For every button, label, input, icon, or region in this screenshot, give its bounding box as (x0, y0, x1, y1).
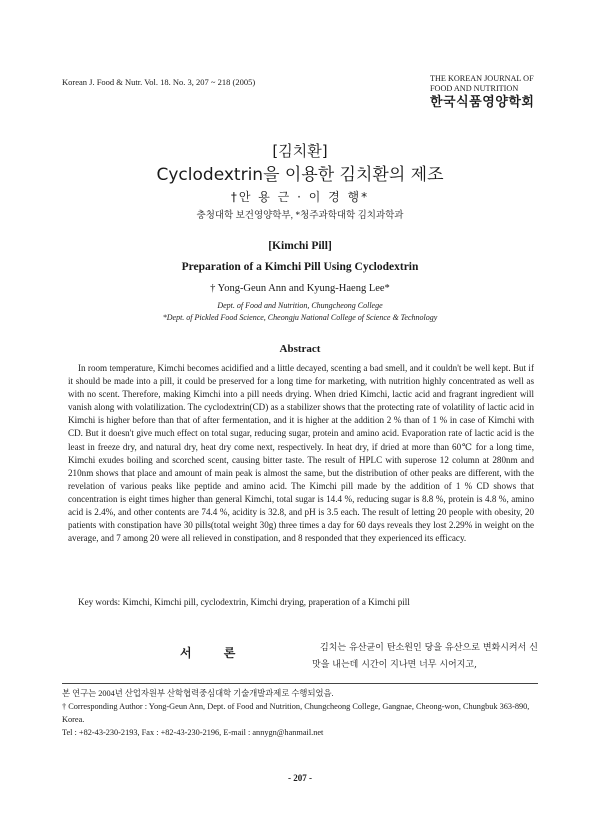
abstract-body: In room temperature, Kimchi becomes acidified and a little decayed, scenting a bad smell, and it couldn't be well kept. But if it should be made into a pill, it could be preserved for a long time for marketing, with nutrition highly concentrated as well as with no scent. Therefore, making Kimchi into a pill needs drying. When dried Kimchi, lactic acid and fragrant ingredient will vanish along with volatilization. The cyclodextrin(CD) as a stabilizer shows that the protecting rate of volatility of lactic acid in Kimchi is higher before than that of after fermentation, and it is higher at the addition 2 % than of 1 % in case of Kimchi with CD. But it doesn't give much effect on total sugar, reducing sugar, protein and amino acid. Evaporation rate of lactic acid is the least in freeze dry, and natural dry, heat dry come next, respectively. In heat dry, if dried at more than 60℃ for a long time, Kimchi exudes boiling and scorched scent, causing bitter taste. The result of HPLC with superose 12 column at 280nm and 210nm shows that place and amount of main peak is almost the same, but the distribution of other peaks are different, with the revelation of various peaks like peptide and amino acid. The Kimchi pill made by the addition of 1 % CD shows that concentration is eight times higher than general Kimchi, total sugar is 14.4 %, reducing sugar is 8.8 %, protein is 4.8 %, amino acid is 2.4%, and other contents are 74.4 %, acidity is 32.8, and pH is 3.5 each. The result of letting 20 people with obesity, 20 patients with constipation have 30 pills(total weight 30g) three times a day for 60 days reveals they lost 2.29% in weight on the average, and 7 among 20 were all relieved in constipation, and 8 responded that they experienced its efficacy. (68, 363, 534, 544)
page-number: - 207 - (288, 773, 312, 783)
journal-en-line2: FOOD AND NUTRITION (430, 84, 519, 93)
kr-section-label: [김치환] (272, 142, 328, 160)
abstract-heading: Abstract (279, 343, 321, 355)
journal-kr: 한국식품영양학회 (430, 95, 535, 110)
citation: Korean J. Food & Nutr. Vol. 18. No. 3, 207 ~ 218 (2005) (62, 77, 256, 87)
en-affiliation-2: *Dept. of Pickled Food Science, Cheongju National College of Science & Technology (162, 313, 438, 322)
footnotes (62, 687, 538, 739)
en-title: Preparation of a Kimchi Pill Using Cyclodextrin (181, 261, 419, 273)
en-section-label: [Kimchi Pill] (268, 240, 332, 252)
en-affiliation-1: Dept. of Food and Nutrition, Chungcheong College (217, 301, 383, 310)
keywords: Key words: Kimchi, Kimchi pill, cyclodextrin, Kimchi drying, praperation of a Kimchi pill (78, 597, 410, 607)
kr-authors: †안 용 근 · 이 경 행* (230, 190, 370, 204)
footnote-corresponding: † Corresponding Author : Yong-Geun Ann, Dept. of Food and Nutrition, Chungcheong College, Gangnae, Cheong-won, Chungbuk 363-890, Korea. (62, 702, 530, 724)
en-authors: † Yong-Geun Ann and Kyung-Haeng Lee* (210, 283, 390, 294)
intro-heading: 서 론 (180, 646, 250, 660)
footnote-funding: 본 연구는 2004년 산업자원부 산학협력중심대학 기술개발과제로 수행되었음. (62, 689, 334, 698)
journal-en-line1: THE KOREAN JOURNAL OF (430, 74, 534, 83)
footnote-divider (62, 683, 538, 684)
kr-title: Cyclodextrin을 이용한 김치환의 제조 (156, 165, 444, 185)
intro-text: 김치는 유산균이 탄소원인 당을 유산으로 변화시켜서 신맛을 내는데 시간이 지나면 너무 시어지고, (312, 643, 538, 670)
footnote-contact: Tel : +82-43-230-2193, Fax : +82-43-230-2196, E-mail : annygn@hanmail.net (62, 728, 324, 737)
journal-masthead (430, 74, 560, 111)
kr-affiliation: 충청대학 보건영양학부, *청주과학대학 김치과학과 (196, 211, 404, 221)
